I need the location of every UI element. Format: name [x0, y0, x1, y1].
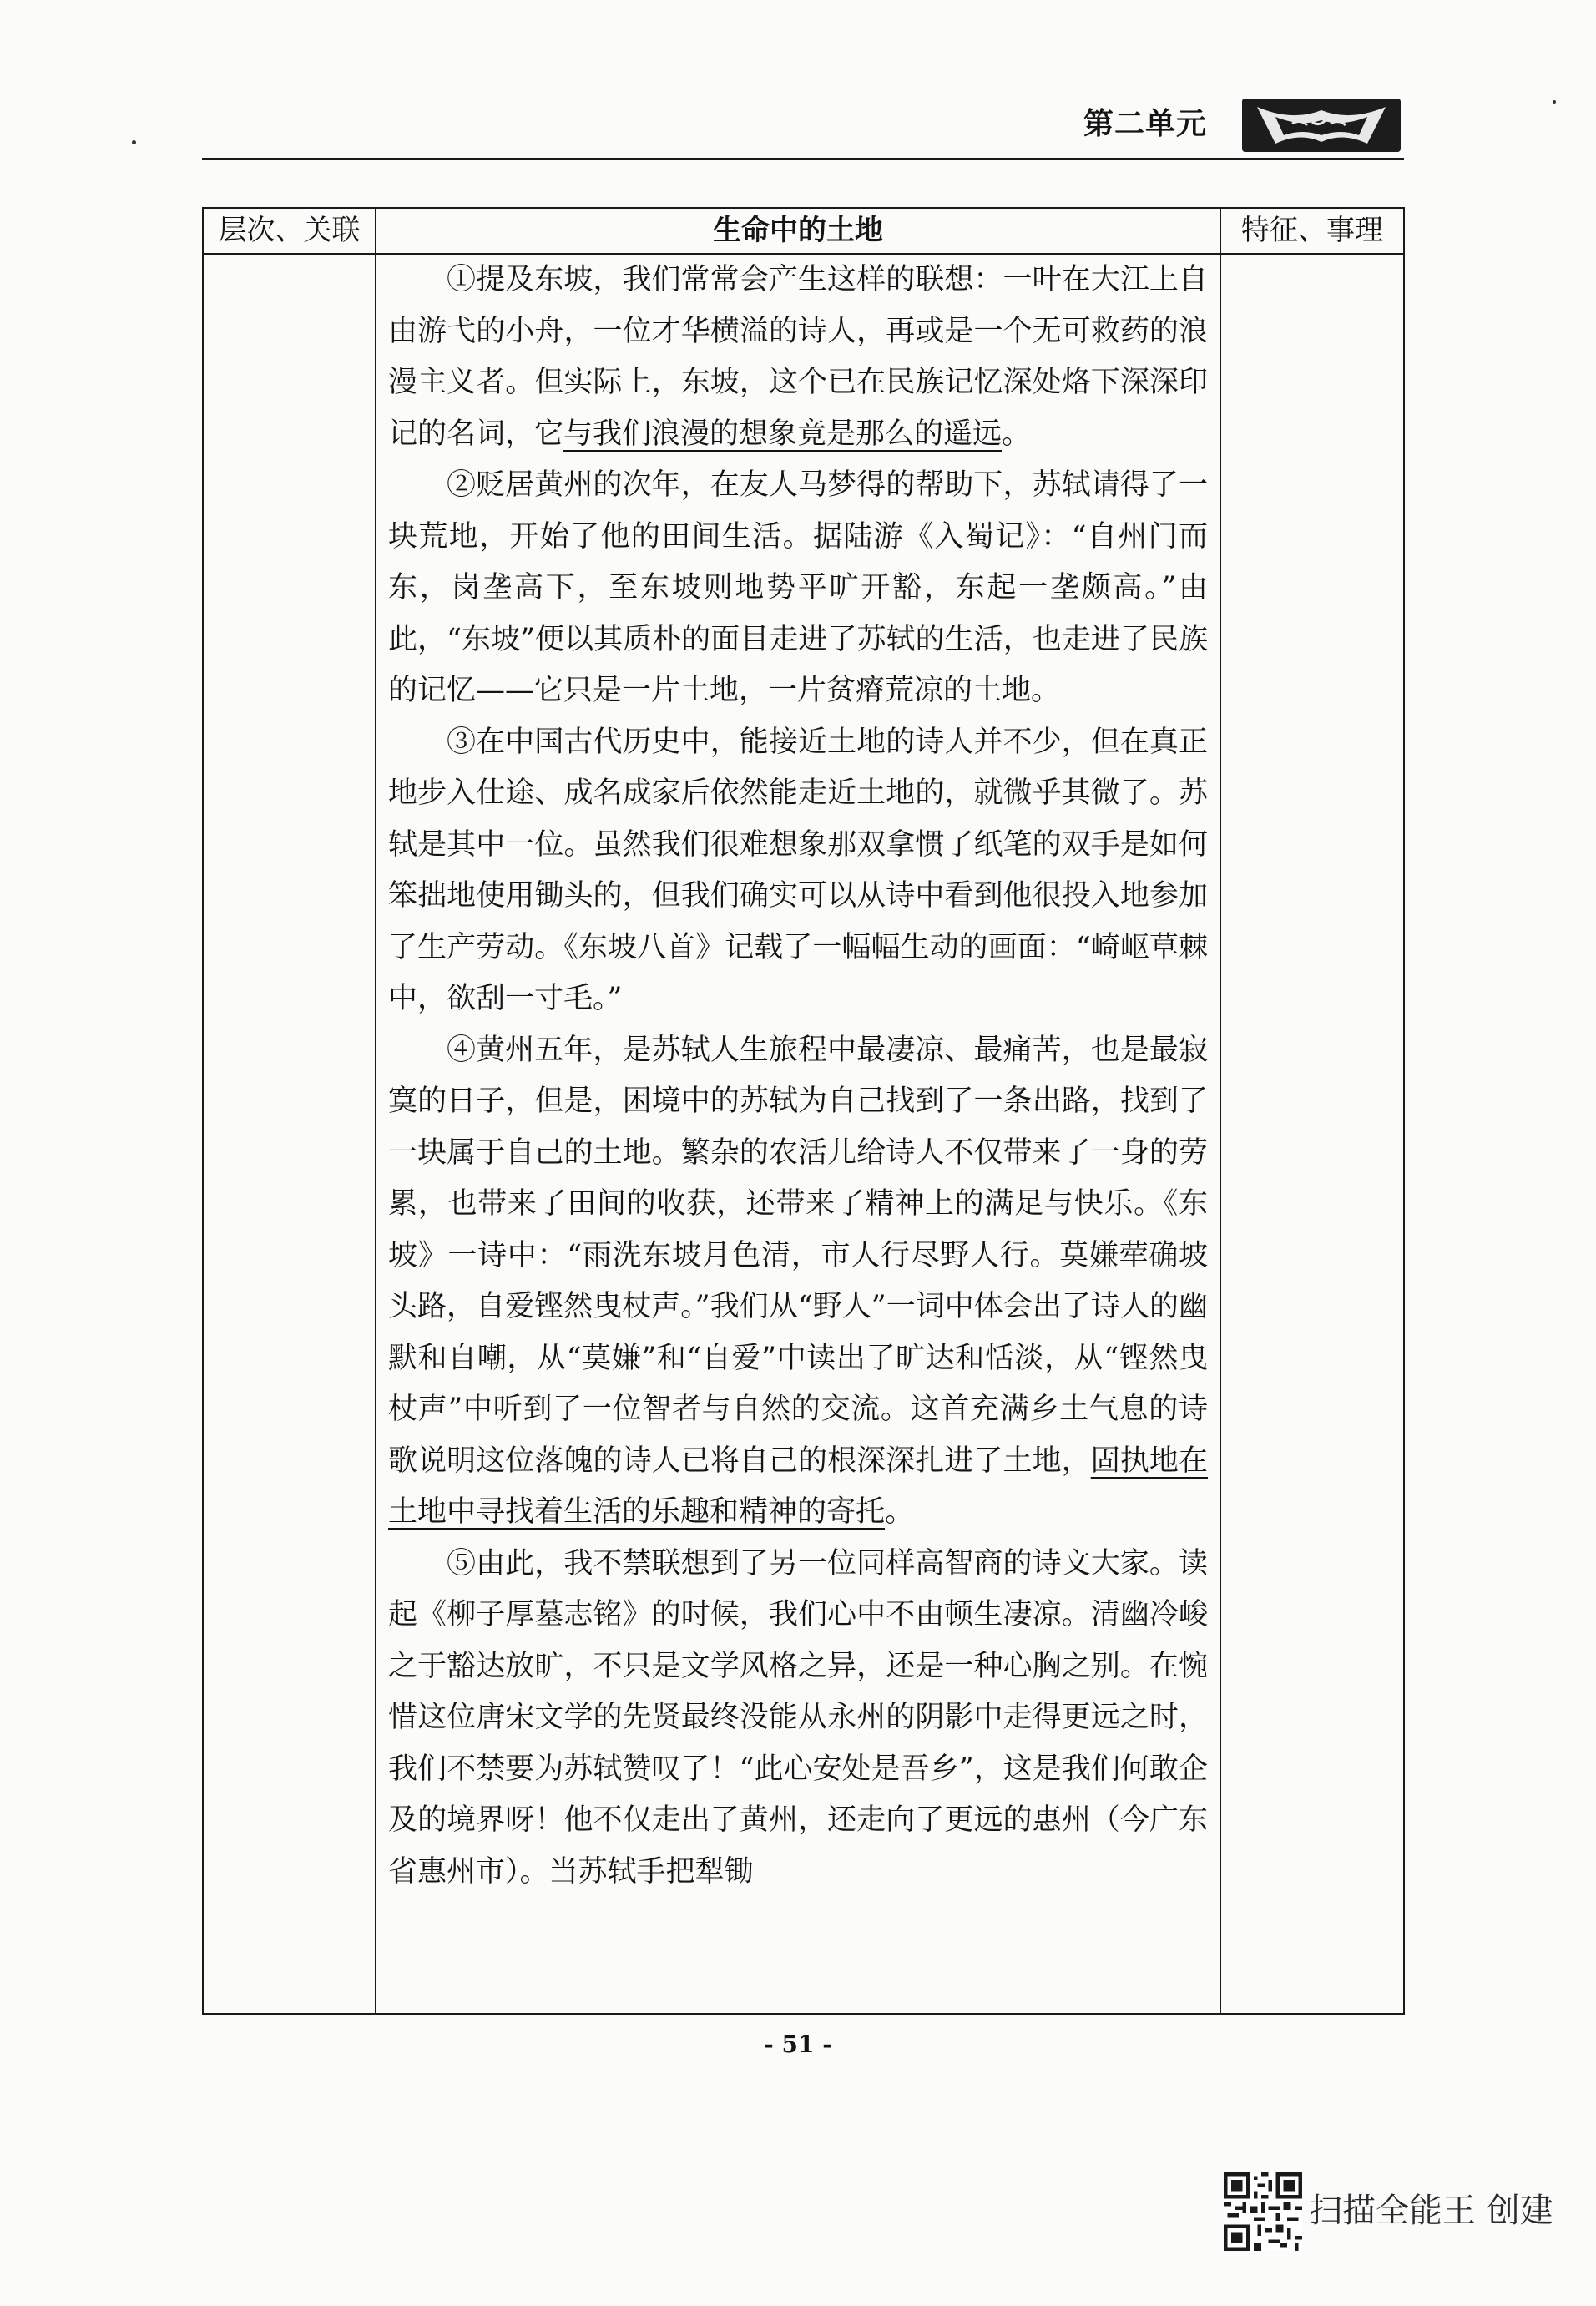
scanner-watermark: 扫描全能王 创建: [1309, 2192, 1553, 2230]
header-rule: [202, 158, 1404, 160]
paragraph-3: ③在中国古代历史中，能接近土地的诗人并不少，但在真正地步入仕途、成名成家后依然能走近土地的，就微乎其微了。苏轼是其中一位。虽然我们很难想象那双拿惯了纸笔的双手是如何笨拙地使用锄头的，但我们确实可以从诗中看到他很投入地参加了生产劳动。《东坡八首》记载了一幅幅生动的画面：“崎岖草棘中，欲刮一寸毛。”: [388, 725, 1208, 1015]
scan-speck: [132, 140, 136, 144]
article-title: 生命中的土地: [713, 214, 883, 247]
underlined-phrase: 固执地在土地中寻找着生活的乐趣和精神的寄托: [388, 1444, 1208, 1529]
scan-speck: [1553, 100, 1556, 104]
underlined-phrase: 与我们浪漫的想象竟是那么的遥远: [563, 417, 1003, 451]
right-column-divider: [1220, 207, 1221, 2015]
article-body: [388, 255, 1208, 1898]
left-column-divider: [375, 207, 376, 2015]
right-column-header: 特征、事理: [1241, 214, 1383, 247]
left-column-header: 层次、关联: [218, 214, 361, 247]
paragraph-4: ④黄州五年，是苏轼人生旅程中最凄凉、最痛苦，也是最寂寞的日子，但是，困境中的苏轼为自己找到了一条出路，找到了一块属于自己的土地。繁杂的农活儿给诗人不仅带来了一身的劳累，也带来了田间的收获，还带来了精神上的满足与快乐。《东坡》一诗中：“雨洗东坡月色清，市人行尽野人行。莫嫌荦确坡头路，自爱铿然曳杖声。”我们从“野人”一词中体会出了诗人的幽默和自嘲，从“莫嫌”和“自爱”中读出了旷达和恬淡，从“铿然曳杖声”中听到了一位智者与自然的交流。这首充满乡土气息的诗歌说明这位落魄的诗人已将自己的根深深扎进了土地，固执地在土地中寻找着生活的乐趣和精神的寄托。: [388, 1033, 1208, 1529]
publisher-logo: [1242, 99, 1401, 152]
paragraph-5: ⑤由此，我不禁联想到了另一位同样高智商的诗文大家。读起《柳子厚墓志铭》的时候，我们心中不由顿生凄凉。清幽冷峻之于豁达放旷，不只是文学风格之异，还是一种心胸之别。在惋惜这位唐宋文学的先贤最终没能从永州的阴影中走得更远之时，我们不禁要为苏轼赞叹了！“此心安处是吾乡”，这是我们何敢企及的境界呀！他不仅走出了黄州，还走向了更远的惠州（今广东省惠州市）。当苏轼手把犁锄: [388, 1546, 1208, 1889]
unit-title: 第二单元: [1083, 107, 1208, 141]
page-number: - 51 -: [764, 2030, 832, 2058]
paragraph-1: ①提及东坡，我们常常会产生这样的联想：一叶在大江上自由游弋的小舟，一位才华横溢的诗人，再或是一个无可救药的浪漫主义者。但实际上，东坡，这个已在民族记忆深处烙下深深印记的名词，它与我们浪漫的想象竟是那么的遥远。: [388, 263, 1208, 451]
paragraph-2: ②贬居黄州的次年，在友人马梦得的帮助下，苏轼请得了一块荒地，开始了他的田间生活。据陆游《入蜀记》：“自州门而东，岗垄高下，至东坡则地势平旷开豁，东起一垄颇高。”由此，“东坡”便以其质朴的面目走进了苏轼的生活，也走进了民族的记忆——它只是一片土地，一片贫瘠荒凉的土地。: [388, 468, 1208, 707]
qr-code-icon: [1224, 2172, 1302, 2251]
